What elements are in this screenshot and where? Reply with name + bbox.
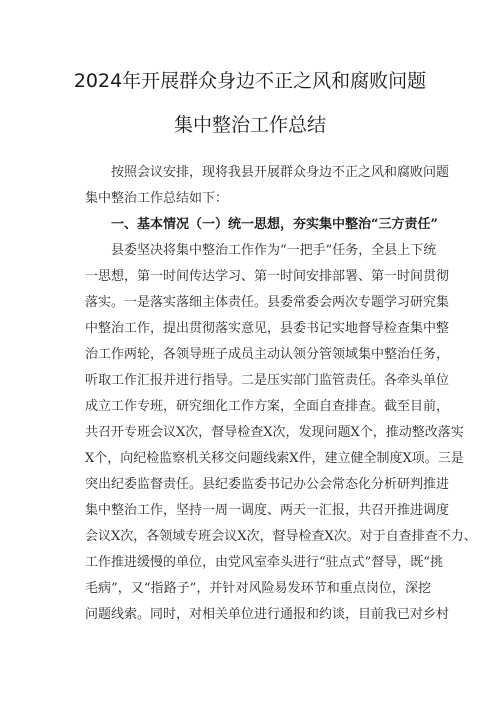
paragraph-line: 成立工作专班，研究细化工作方案，全面自查排查。截至目前， <box>85 399 450 414</box>
paragraph-line: 集中整治工作，坚持一周一调度、两天一汇报，共召开推进调度 <box>85 503 450 518</box>
document-title-line-1: 2024年开展群众身边不正之风和腐败问题 <box>73 70 427 92</box>
section-heading: 一、基本情况（一）统一思想，夯实集中整治“三方责任” <box>111 217 438 232</box>
paragraph-line: 工作推进缓慢的单位，由党风室牵头进行“驻点式”督导，既“挑 <box>85 555 443 570</box>
paragraph-line: X个，向纪检监察机关移交问题线索X件，建立健全制度X项。三是 <box>85 451 464 466</box>
paragraph-line: 中整治工作，提出贯彻落实意见，县委书记实地督导检查集中整 <box>85 321 450 336</box>
paragraph-line: 治工作两轮，各领导班子成员主动认领分管领域集中整治任务， <box>85 347 450 362</box>
paragraph-line: 共召开专班会议X次，督导检查X次，发现问题X个，推动整改落实 <box>85 425 464 440</box>
document-body <box>85 160 477 628</box>
paragraph-line: 突出纪委监督责任。县纪委监委书记办公会常态化分析研判推进 <box>85 477 450 492</box>
paragraph-line: 毛病”，又“指路子”，并针对风险易发环节和重点岗位，深挖 <box>85 581 431 596</box>
paragraph-line: 听取工作汇报并进行指导。二是压实部门监管责任。各牵头单位 <box>85 373 450 388</box>
intro-line: 按照会议安排，现将我县开展群众身边不正之风和腐败问题 <box>111 165 450 180</box>
paragraph-line: 一思想，第一时间传达学习、第一时间安排部署、第一时间贯彻 <box>85 269 450 284</box>
document-title-line-2: 集中整治工作总结 <box>173 114 326 136</box>
paragraph-line: 县委坚决将集中整治工作作为“一把手”任务，全县上下统 <box>111 243 437 258</box>
paragraph-line: 落实。一是落实落细主体责任。县委常委会两次专题学习研究集 <box>85 295 450 310</box>
paragraph-line: 问题线索。同时，对相关单位进行通报和约谈，目前我已对乡村 <box>85 607 450 622</box>
intro-line: 集中整治工作总结如下： <box>85 191 229 206</box>
paragraph-line: 会议X次，各领域专班会议X次，督导检查X次。对于自查排查不力、 <box>85 529 477 544</box>
